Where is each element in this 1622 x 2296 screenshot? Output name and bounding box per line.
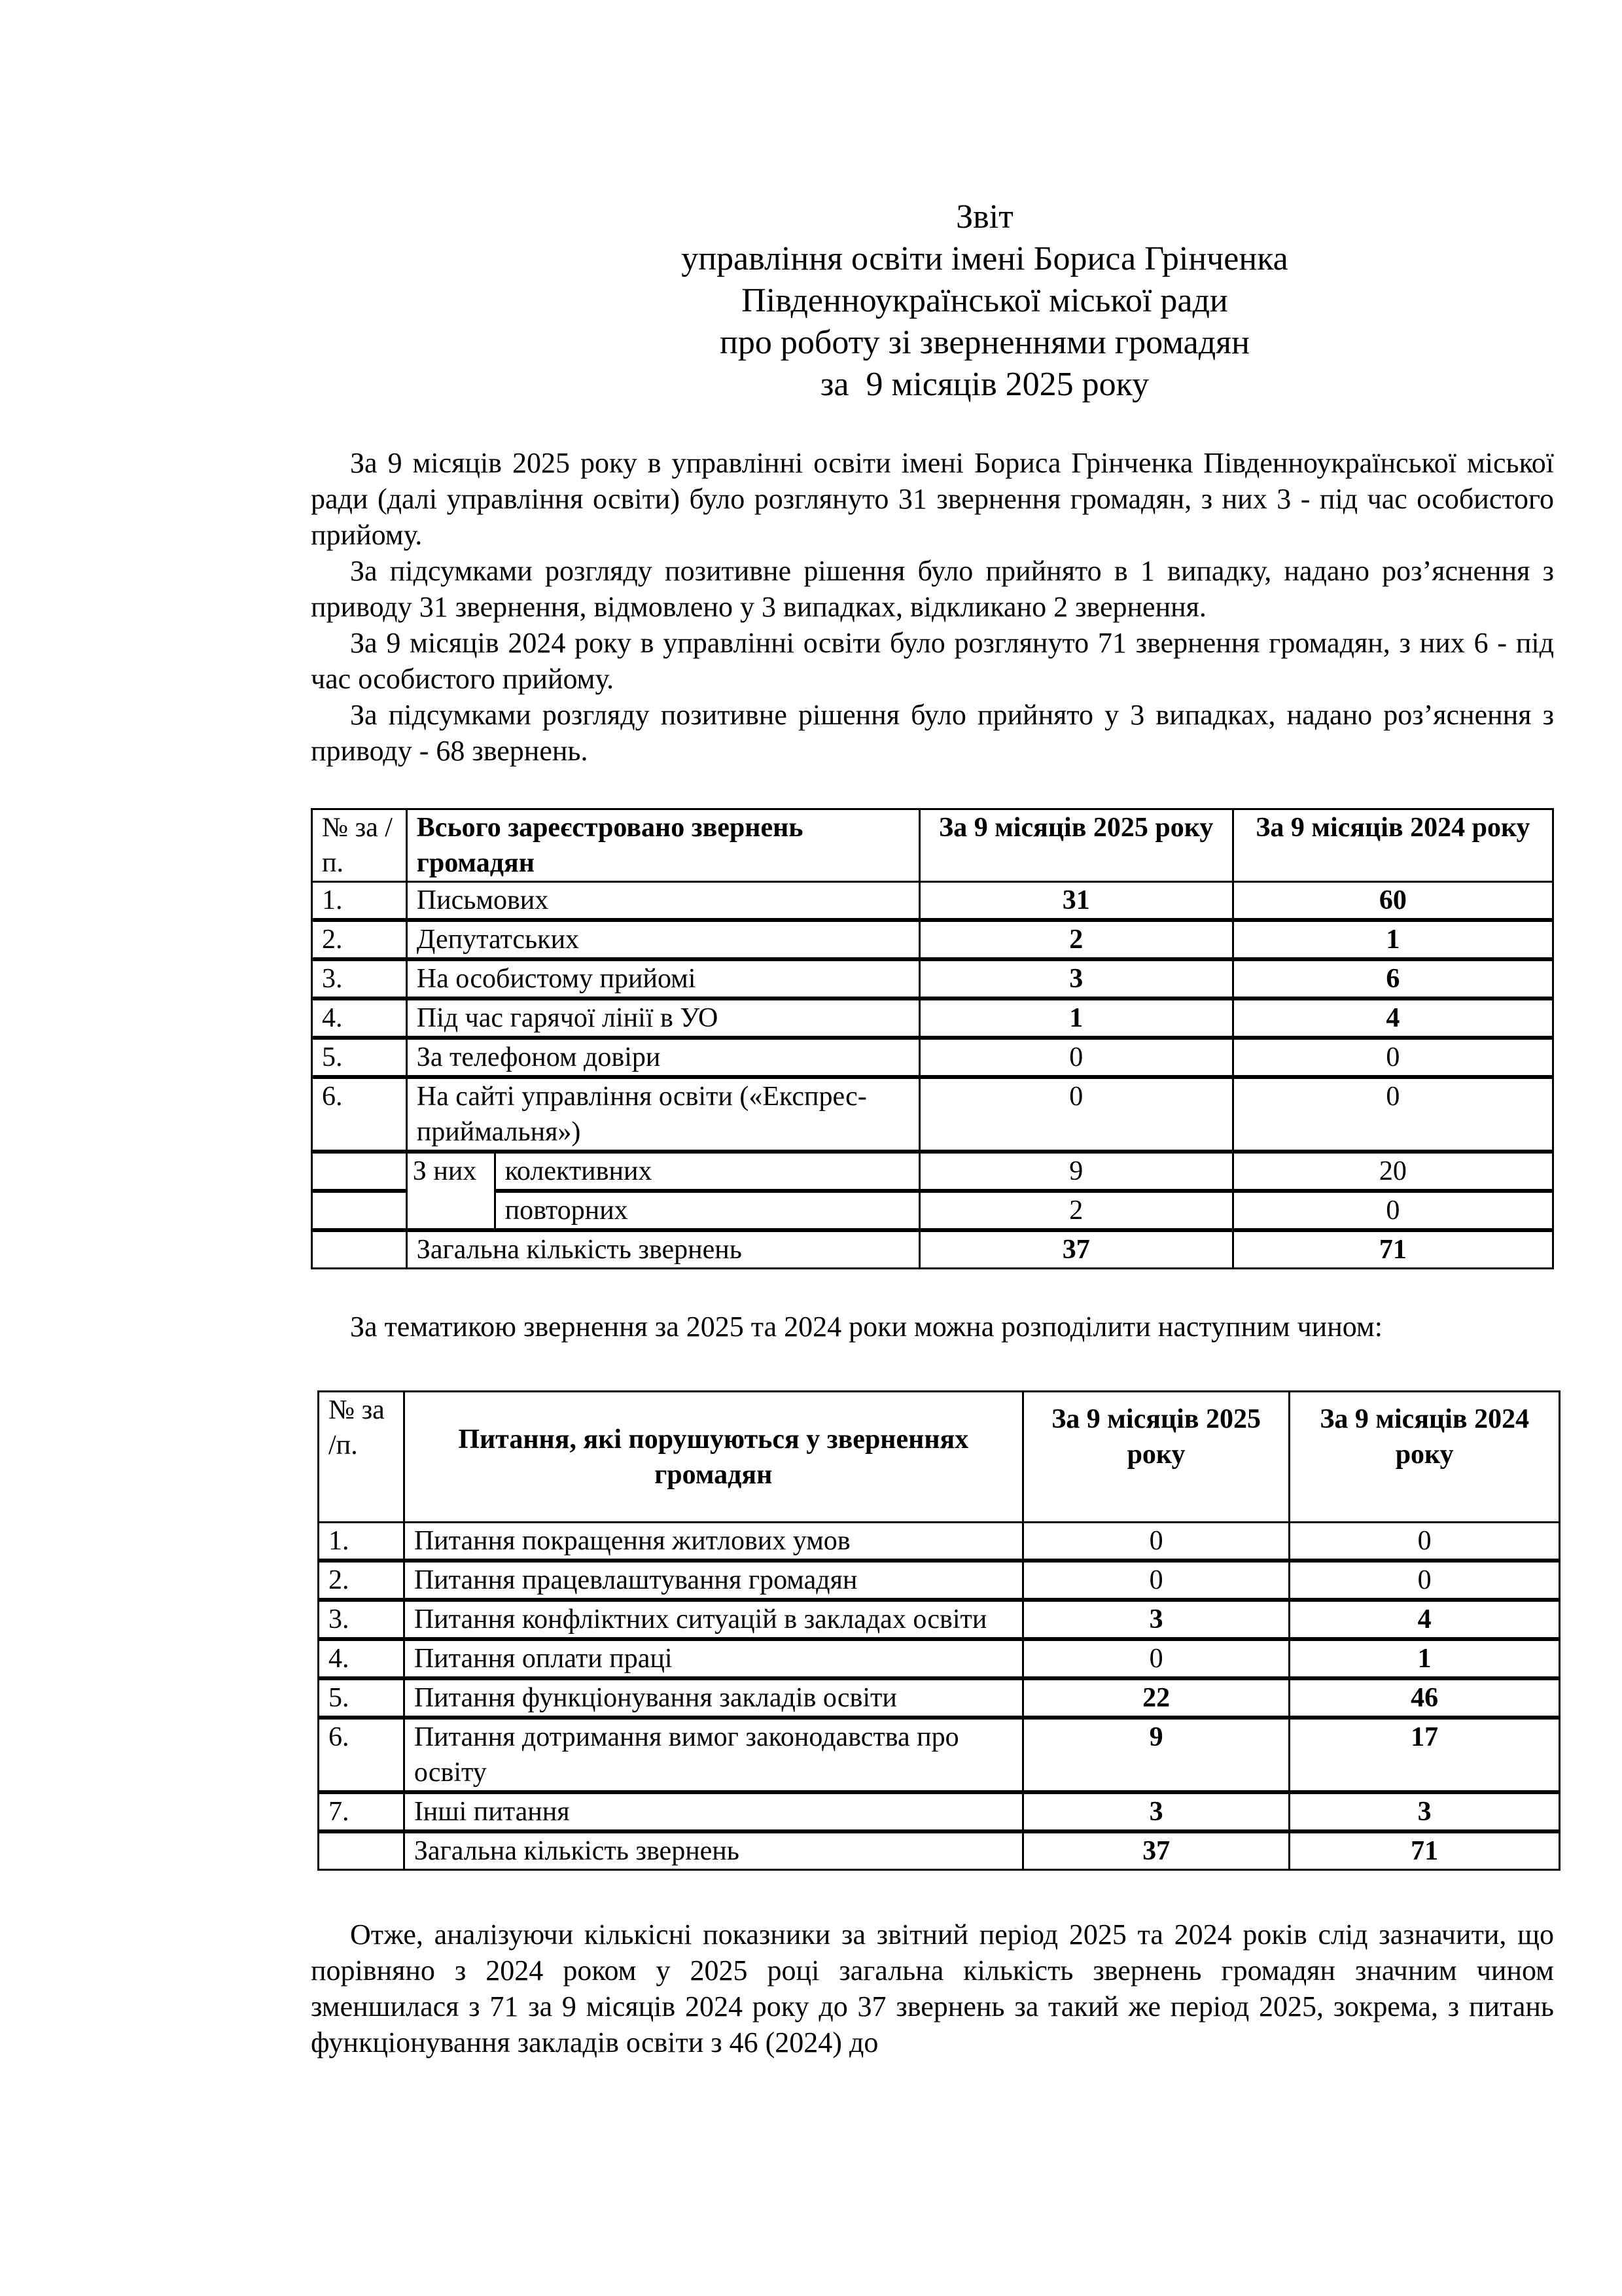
title-line: Звіт xyxy=(956,198,1014,236)
total-label: Загальна кількість звернень xyxy=(404,1831,1023,1870)
table-row xyxy=(312,959,1553,998)
title-line: за 9 місяців 2025 року xyxy=(820,366,1150,403)
row-label: Питання дотримання вимог законодавства про освіту xyxy=(404,1718,1023,1792)
document-title xyxy=(415,196,1554,406)
row-label: Питання конфліктних ситуацій в закладах освіти xyxy=(404,1600,1023,1639)
paragraph: За 9 місяців 2025 року в управлінні освіти імені Бориса Грінченка Південноукраїнської міської ради (далі управління освіти) було розглянуто 31 звернення громадян, з них 3 - під час особистого прийому. xyxy=(311,447,1554,551)
header-2024: За 9 місяців 2024 року xyxy=(1233,809,1553,882)
paragraph: За підсумками розгляду позитивне рішення було прийнято в 1 випадку, надано роз’яснення з приводу 31 звернення, відмовлено у 3 випадках, відкликано 2 звернення. xyxy=(311,555,1554,623)
table-row xyxy=(319,1792,1560,1831)
document-page xyxy=(311,196,1554,2060)
appeals-by-type-table xyxy=(311,808,1554,1269)
row-label: Письмових xyxy=(406,882,919,921)
value-2025: 3 xyxy=(919,959,1233,998)
value-2024: 4 xyxy=(1233,998,1553,1038)
header-category: Всього зареєстровано звернень громадян xyxy=(406,809,919,882)
table-row xyxy=(319,1600,1560,1639)
value-2024: 0 xyxy=(1233,1191,1553,1230)
table-row xyxy=(312,920,1553,959)
header-2024: За 9 місяців 2024 року xyxy=(1290,1392,1560,1523)
value-2025: 22 xyxy=(1023,1678,1290,1718)
title-line: Південноукраїнської міської ради xyxy=(741,282,1228,319)
table-subrow xyxy=(312,1191,1553,1230)
header-2025: За 9 місяців 2025 року xyxy=(919,809,1233,882)
value-2025: 0 xyxy=(1023,1639,1290,1678)
row-label: Інші питання xyxy=(404,1792,1023,1831)
table-row xyxy=(312,882,1553,921)
table-row xyxy=(312,1077,1553,1152)
value-2025: 9 xyxy=(919,1152,1233,1191)
row-label: Питання функціонування закладів освіти xyxy=(404,1678,1023,1718)
row-number: 2. xyxy=(319,1561,404,1600)
row-label: На сайті управління освіти («Експрес-приймальня») xyxy=(406,1077,919,1152)
header-number: № за /п. xyxy=(312,809,407,882)
row-number: 7. xyxy=(319,1792,404,1831)
total-2025: 37 xyxy=(919,1230,1233,1269)
paragraph: За 9 місяців 2024 року в управлінні освіти було розглянуто 71 звернення громадян, з них 6 - під час особистого прийому. xyxy=(311,627,1554,695)
value-2024: 6 xyxy=(1233,959,1553,998)
table-row xyxy=(319,1561,1560,1600)
row-label: Питання працевлаштування громадян xyxy=(404,1561,1023,1600)
value-2025: 0 xyxy=(919,1077,1233,1152)
subgroup-label: З них xyxy=(406,1152,495,1230)
value-2024: 20 xyxy=(1233,1152,1553,1191)
row-number: 1. xyxy=(319,1523,404,1561)
value-2024: 46 xyxy=(1290,1678,1560,1718)
table-header-row xyxy=(312,809,1553,882)
row-number: 5. xyxy=(319,1678,404,1718)
table-subrow xyxy=(312,1152,1553,1191)
row-number: 2. xyxy=(312,920,407,959)
row-number: 3. xyxy=(319,1600,404,1639)
value-2025: 9 xyxy=(1023,1718,1290,1792)
value-2024: 1 xyxy=(1233,920,1553,959)
appeals-by-topic-table xyxy=(317,1390,1560,1871)
row-number: 6. xyxy=(312,1077,407,1152)
value-2024: 4 xyxy=(1290,1600,1560,1639)
table-row xyxy=(319,1678,1560,1718)
header-number: № за /п. xyxy=(319,1392,404,1523)
row-label: Під час гарячої лінії в УО xyxy=(406,998,919,1038)
value-2024: 0 xyxy=(1290,1523,1560,1561)
value-2025: 0 xyxy=(1023,1561,1290,1600)
value-2024: 60 xyxy=(1233,882,1553,921)
value-2025: 0 xyxy=(1023,1523,1290,1561)
table-row xyxy=(312,1038,1553,1077)
table-row xyxy=(319,1718,1560,1792)
value-2025: 2 xyxy=(919,1191,1233,1230)
header-2025: За 9 місяців 2025 року xyxy=(1023,1392,1290,1523)
subrow-label: повторних xyxy=(495,1191,919,1230)
row-number: 1. xyxy=(312,882,407,921)
table-row xyxy=(312,998,1553,1038)
row-label: На особистому прийомі xyxy=(406,959,919,998)
value-2024: 0 xyxy=(1233,1038,1553,1077)
value-2025: 0 xyxy=(919,1038,1233,1077)
value-2025: 3 xyxy=(1023,1792,1290,1831)
header-category: Питання, які порушуються у зверненнях громадян xyxy=(404,1392,1023,1523)
table-total-row xyxy=(319,1831,1560,1870)
value-2024: 3 xyxy=(1290,1792,1560,1831)
title-line: управління освіти імені Бориса Грінченка xyxy=(681,240,1288,277)
table-row xyxy=(319,1523,1560,1561)
value-2025: 1 xyxy=(919,998,1233,1038)
value-2025: 3 xyxy=(1023,1600,1290,1639)
total-2024: 71 xyxy=(1233,1230,1553,1269)
row-number: 6. xyxy=(319,1718,404,1792)
paragraph: За підсумками розгляду позитивне рішення було прийнято у 3 випадках, надано роз’яснення з приводу - 68 звернень. xyxy=(311,699,1554,767)
subrow-label: колективних xyxy=(495,1152,919,1191)
title-line: про роботу зі зверненнями громадян xyxy=(720,324,1250,361)
topics-intro: За тематикою звернення за 2025 та 2024 роки можна розподілити наступним чином: xyxy=(350,1311,1383,1343)
table-header-row xyxy=(319,1392,1560,1523)
value-2024: 17 xyxy=(1290,1718,1560,1792)
value-2024: 1 xyxy=(1290,1639,1560,1678)
total-2025: 37 xyxy=(1023,1831,1290,1870)
row-label: Питання оплати праці xyxy=(404,1639,1023,1678)
table-total-row xyxy=(312,1230,1553,1269)
total-label: Загальна кількість звернень xyxy=(406,1230,919,1269)
row-label: Питання покращення житлових умов xyxy=(404,1523,1023,1561)
row-label: За телефоном довіри xyxy=(406,1038,919,1077)
row-number: 3. xyxy=(312,959,407,998)
value-2024: 0 xyxy=(1233,1077,1553,1152)
row-label: Депутатських xyxy=(406,920,919,959)
value-2025: 31 xyxy=(919,882,1233,921)
conclusion-paragraph: Отже, аналізуючи кількісні показники за звітний період 2025 та 2024 років слід зазначити, що порівняно з 2024 роком у 2025 році загальна кількість звернень громадян значним чином зменшилася з 71 за 9 місяців 2024 року до 37 звернень за такий же період 2025, зокрема, з питань функціонування закладів освіти з 46 (2024) до xyxy=(311,1918,1554,2058)
row-number: 5. xyxy=(312,1038,407,1077)
value-2024: 0 xyxy=(1290,1561,1560,1600)
table-row xyxy=(319,1639,1560,1678)
value-2025: 2 xyxy=(919,920,1233,959)
total-2024: 71 xyxy=(1290,1831,1560,1870)
body-text xyxy=(311,445,1554,769)
row-number: 4. xyxy=(319,1639,404,1678)
row-number: 4. xyxy=(312,998,407,1038)
